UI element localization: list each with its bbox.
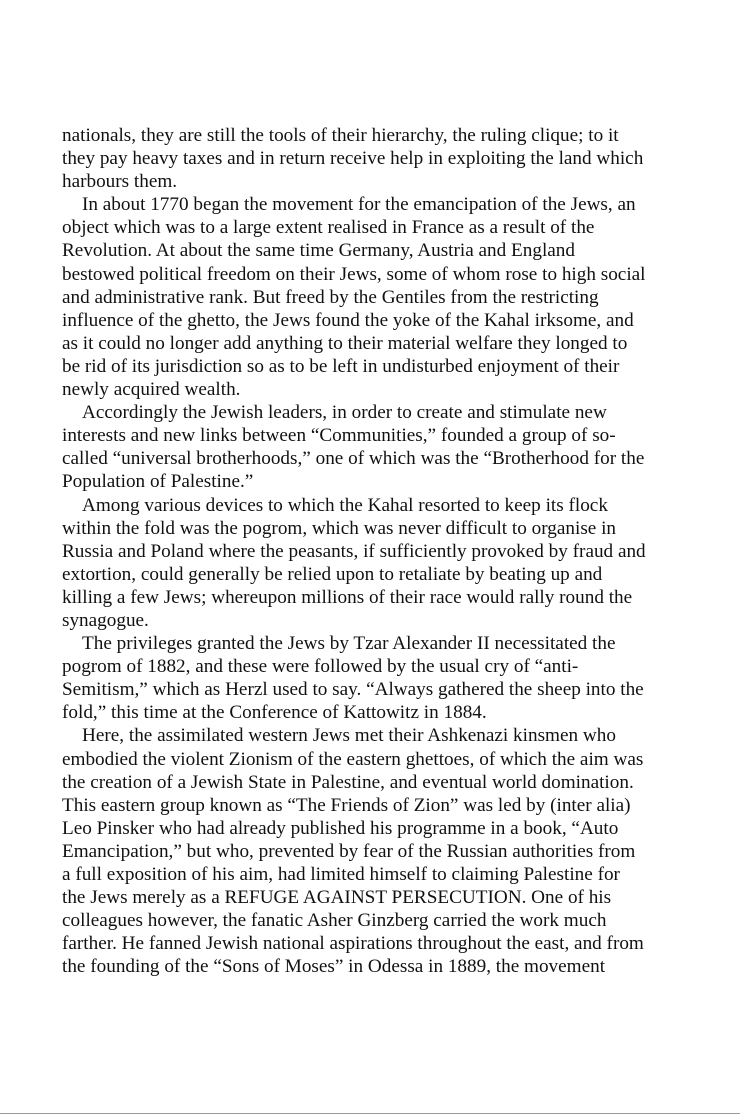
page-bottom-border: [0, 1113, 740, 1114]
text-line: Emancipation,” but who, prevented by fear of the Russian authorities from: [62, 840, 636, 862]
text-line: extortion, could generally be relied upon to retaliate by beating up and: [62, 563, 603, 585]
text-line: This eastern group known as “The Friends of Zion” was led by (inter alia): [62, 794, 631, 816]
text-line: called “universal brotherhoods,” one of which was the “Brotherhood for the: [62, 448, 645, 470]
text-line: a full exposition of his aim, had limited himself to claiming Palestine for: [62, 864, 620, 885]
text-line: within the fold was the pogrom, which was never difficult to organise in: [62, 517, 617, 539]
text-line: Population of Palestine.”: [62, 471, 254, 493]
text-line: the founding of the “Sons of Moses” in Odessa in 1889, the movement: [62, 956, 606, 978]
text-line: Leo Pinsker who had already published his programme in a book, “Auto: [62, 817, 619, 839]
text-line: as it could no longer add anything to their material welfare they longed to: [62, 332, 628, 354]
text-line: and administrative rank. But freed by the Gentiles from the restricting: [62, 286, 599, 308]
text-line: fold,” this time at the Conference of Kattowitz in 1884.: [62, 702, 487, 724]
text-line: Revolution. At about the same time Germany, Austria and England: [62, 240, 575, 262]
paragraph-first-line: Among various devices to which the Kahal resorted to keep its flock: [82, 494, 608, 516]
text-line: object which was to a large extent realised in France as a result of the: [62, 217, 595, 239]
text-line: killing a few Jews; whereupon millions of their race would rally round the: [62, 586, 633, 608]
text-line: colleagues however, the fanatic Asher Ginzberg carried the work much: [62, 910, 607, 932]
paragraph-first-line: The privileges granted the Jews by Tzar Alexander II necessitated the: [82, 633, 616, 655]
text-line: they pay heavy taxes and in return receive help in exploiting the land which: [62, 148, 644, 170]
text-line: pogrom of 1882, and these were followed by the usual cry of “anti-: [62, 656, 579, 678]
text-line: the creation of a Jewish State in Palestine, and eventual world domination.: [62, 771, 634, 793]
text-line: influence of the ghetto, the Jews found the yoke of the Kahal irksome, and: [62, 309, 634, 331]
paragraph-first-line: In about 1770 began the movement for the emancipation of the Jews, an: [82, 194, 636, 216]
text-line: farther. He fanned Jewish national aspirations throughout the east, and from: [62, 933, 644, 955]
text-line: harbours them.: [62, 171, 178, 193]
body-text: [62, 124, 676, 978]
paragraph-first-line: Here, the assimilated western Jews met their Ashkenazi kinsmen who: [82, 725, 616, 747]
text-line: Russia and Poland where the peasants, if sufficiently provoked by fraud and: [62, 540, 646, 562]
text-line: nationals, they are still the tools of their hierarchy, the ruling clique; to it: [62, 125, 619, 146]
text-line: the Jews merely as a REFUGE AGAINST PERSECUTION. One of his: [62, 887, 612, 909]
text-line: Semitism,” which as Herzl used to say. “Always gathered the sheep into the: [62, 679, 644, 701]
text-line: newly acquired wealth.: [62, 379, 241, 401]
text-line: be rid of its jurisdiction so as to be left in undisturbed enjoyment of their: [62, 355, 620, 377]
text-line: bestowed political freedom on their Jews, some of whom rose to high social: [62, 263, 646, 285]
text-line: embodied the violent Zionism of the eastern ghettoes, of which the aim was: [62, 748, 644, 770]
text-line: interests and new links between “Communities,” founded a group of so-: [62, 425, 616, 447]
paragraph-first-line: Accordingly the Jewish leaders, in order to create and stimulate new: [82, 402, 607, 424]
text-line: synagogue.: [62, 609, 149, 631]
